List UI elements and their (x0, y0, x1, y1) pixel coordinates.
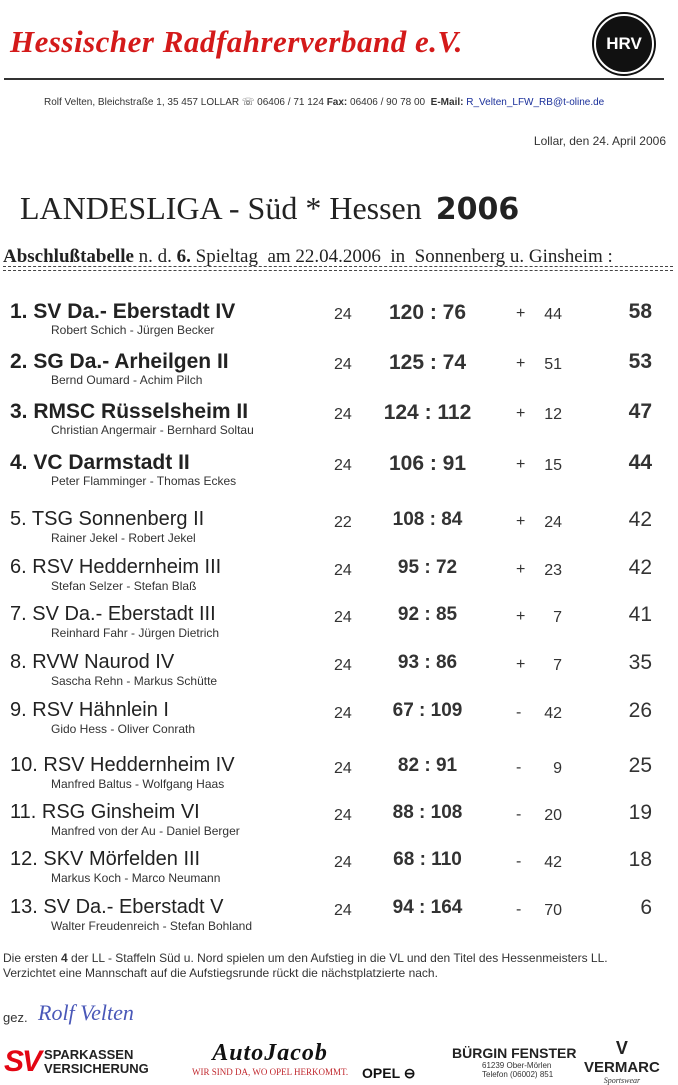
subtitle-label: Abschlußtabelle (3, 246, 134, 267)
team-players: Robert Schich - Jürgen Becker (51, 323, 215, 337)
score: 88 : 108 (392, 802, 463, 823)
rank: 10. (10, 754, 38, 776)
double-rule (3, 266, 673, 271)
games-played: 24 (334, 854, 352, 871)
hrv-logo: HRV (594, 14, 654, 74)
rank: 11. (10, 801, 37, 823)
note-line-1 (3, 951, 608, 965)
score: 106 : 91 (388, 452, 467, 475)
signature-label: gez. (3, 1010, 28, 1025)
note-text: Die ersten (3, 951, 62, 965)
diff-value: 42 (544, 705, 562, 722)
table-row (0, 699, 678, 743)
score: 67 : 109 (392, 700, 463, 721)
note-line-2: Verzichtet eine Mannschaft auf die Aufstiegsrunde rückt die nächstplatzierte nach. (3, 966, 438, 980)
team-name (10, 699, 169, 722)
vermarc-logo (584, 1038, 660, 1085)
address: Rolf Velten, Bleichstraße 1, 35 457 LOLLAR ☏ 06406 / 71 124 (44, 97, 324, 108)
diff-value: 70 (544, 902, 562, 919)
subtitle-matchday: 6. (176, 246, 191, 267)
diff-value: 23 (544, 562, 562, 579)
points: 19 (628, 801, 652, 824)
diff-sign: + (516, 656, 526, 673)
title-year: 2006 (435, 192, 520, 227)
score: 92 : 85 (397, 604, 458, 625)
note-text: der LL - Staffeln Süd u. Nord spielen um den Aufstieg in die VL und den Titel des Hessenmeisters LL. (67, 951, 608, 965)
signature: Rolf Velten (38, 1000, 134, 1025)
diff-value: 12 (544, 406, 562, 423)
autojacob-logo (192, 1040, 348, 1077)
points: 25 (628, 754, 652, 777)
diff-sign: + (516, 561, 526, 578)
fax: 06406 / 90 78 00 (350, 97, 426, 108)
vermarc-emblem-icon: V (615, 1038, 628, 1058)
team-players: Walter Freudenreich - Stefan Bohland (51, 919, 252, 933)
team-name (10, 603, 216, 626)
diff-sign: + (516, 405, 526, 422)
sv-line2: VERSICHERUNG (44, 1061, 149, 1076)
fax-label: Fax: (326, 97, 348, 108)
team: SG Da.- Arheilgen II (33, 350, 229, 373)
team-players: Peter Flamminger - Thomas Eckes (51, 474, 237, 488)
points: 41 (628, 603, 652, 626)
team: RSV Hähnlein I (32, 699, 169, 721)
date-line: Lollar, den 24. April 2006 (533, 134, 666, 148)
team: RSG Ginsheim VI (41, 801, 200, 823)
team: SKV Mörfelden III (43, 848, 201, 870)
diff-value: 20 (544, 807, 562, 824)
rank: 8. (10, 651, 27, 673)
team-players: Rainer Jekel - Robert Jekel (51, 531, 196, 545)
sv-mark: SV (4, 1045, 41, 1078)
diff-sign: - (516, 704, 522, 721)
score: 93 : 86 (397, 652, 458, 673)
buergin-logo (452, 1045, 576, 1079)
buergin-name: BÜRGIN FENSTER (452, 1045, 577, 1061)
rank: 2. (10, 350, 28, 373)
team-name (10, 754, 235, 777)
diff-value: 51 (544, 356, 562, 373)
score: 120 : 76 (388, 301, 467, 324)
team: RSV Heddernheim III (32, 556, 222, 578)
team-players: Manfred von der Au - Daniel Berger (51, 824, 240, 838)
rank: 4. (10, 451, 28, 474)
team: VC Darmstadt II (33, 451, 190, 474)
games-played: 24 (334, 406, 352, 423)
title-main: LANDESLIGA - Süd * Hessen (20, 190, 422, 226)
games-played: 24 (334, 760, 352, 777)
team-name (10, 350, 229, 374)
games-played: 24 (334, 657, 352, 674)
team-name (10, 451, 190, 475)
diff-value: 42 (544, 854, 562, 871)
team-players: Manfred Baltus - Wolfgang Haas (51, 777, 225, 791)
page-title (20, 190, 519, 227)
diff-sign: + (516, 355, 526, 372)
team-players: Christian Angermair - Bernhard Soltau (51, 423, 254, 437)
team-players: Markus Koch - Marco Neumann (51, 871, 221, 885)
sparkassen-logo (4, 1045, 149, 1079)
games-played: 24 (334, 902, 352, 919)
contact-line (44, 97, 604, 108)
score: 95 : 72 (397, 557, 458, 578)
team: SV Da.- Eberstadt IV (33, 300, 236, 323)
games-played: 24 (334, 705, 352, 722)
team-name (10, 508, 204, 531)
buergin-phone: Telefon (06002) 851 (482, 1070, 554, 1079)
games-played: 24 (334, 562, 352, 579)
games-played: 24 (334, 306, 352, 323)
team: TSG Sonnenberg II (31, 508, 205, 530)
organization-name: Hessischer Radfahrerverband e.V. (10, 24, 463, 59)
team-players: Gido Hess - Oliver Conrath (51, 722, 196, 736)
sv-line1: SPARKASSEN (44, 1047, 134, 1062)
score: 124 : 112 (383, 401, 472, 424)
points: 42 (628, 556, 652, 579)
points: 35 (628, 651, 652, 674)
diff-value: 7 (553, 609, 562, 626)
points: 58 (628, 300, 652, 323)
diff-sign: - (516, 853, 522, 870)
games-played: 22 (334, 514, 352, 531)
buergin-address: 61239 Ober-Mörlen (482, 1061, 552, 1070)
table-row (0, 300, 678, 344)
score: 125 : 74 (388, 351, 467, 374)
team: SV Da.- Eberstadt III (32, 603, 216, 625)
table-row (0, 508, 678, 552)
table-row (0, 848, 678, 892)
diff-value: 24 (544, 514, 562, 531)
points: 26 (628, 699, 652, 722)
team-name (10, 556, 221, 579)
table-row (0, 801, 678, 845)
team-players: Stefan Selzer - Stefan Blaß (51, 579, 197, 593)
team-players: Reinhard Fahr - Jürgen Dietrich (51, 626, 220, 640)
team: RSV Heddernheim IV (43, 754, 235, 776)
table-row (0, 400, 678, 444)
subtitle-rest: Spieltag am 22.04.2006 in Sonnenberg u. Ginsheim : (195, 246, 613, 267)
vermarc-name: VERMARC (584, 1059, 660, 1076)
autojacob-name: AutoJacob (212, 1040, 328, 1066)
table-row (0, 556, 678, 600)
points: 53 (628, 350, 652, 373)
vermarc-sub: Sportswear (603, 1076, 641, 1085)
rank: 3. (10, 400, 28, 423)
table-row (0, 350, 678, 394)
diff-sign: + (516, 608, 526, 625)
team-name (10, 400, 248, 424)
points: 42 (628, 508, 652, 531)
email-label: E-Mail: (430, 97, 464, 108)
points: 6 (640, 896, 652, 919)
table-row (0, 451, 678, 495)
email-link[interactable]: R_Velten_LFW_RB@t-oline.de (466, 97, 605, 108)
autojacob-slogan: WIR SIND DA, WO OPEL HERKOMMT. (192, 1067, 349, 1077)
table-row (0, 651, 678, 695)
team-name (10, 848, 200, 871)
score: 82 : 91 (397, 755, 458, 776)
games-played: 24 (334, 807, 352, 824)
rank: 6. (10, 556, 27, 578)
team-name (10, 801, 200, 824)
opel-logo: OPEL ⊖ (362, 1065, 416, 1081)
team: RVW Naurod IV (32, 651, 175, 673)
rank: 5. (10, 508, 27, 530)
team: RMSC Rüsselsheim II (33, 400, 249, 423)
diff-value: 44 (544, 306, 562, 323)
points: 44 (628, 451, 652, 474)
diff-value: 9 (553, 760, 562, 777)
diff-sign: - (516, 759, 522, 776)
diff-sign: + (516, 456, 526, 473)
diff-value: 15 (544, 457, 562, 474)
rank: 13. (10, 896, 38, 918)
diff-sign: - (516, 806, 522, 823)
rank: 1. (10, 300, 28, 323)
diff-value: 7 (553, 657, 562, 674)
note-count: 4 (61, 951, 68, 965)
diff-sign: + (516, 513, 526, 530)
rank: 9. (10, 699, 27, 721)
team-players: Sascha Rehn - Markus Schütte (51, 674, 218, 688)
points: 18 (628, 848, 652, 871)
points: 47 (628, 400, 652, 423)
table-row (0, 603, 678, 647)
team-name (10, 651, 174, 674)
games-played: 24 (334, 609, 352, 626)
diff-sign: + (516, 305, 526, 322)
team: SV Da.- Eberstadt V (43, 896, 224, 918)
team-name (10, 300, 235, 324)
games-played: 24 (334, 356, 352, 373)
score: 94 : 164 (392, 897, 463, 918)
rank: 12. (10, 848, 38, 870)
table-subtitle (3, 246, 613, 268)
header-divider (4, 78, 664, 80)
team-name (10, 896, 223, 919)
table-row (0, 896, 678, 940)
score: 68 : 110 (393, 849, 462, 870)
rank: 7. (10, 603, 27, 625)
diff-sign: - (516, 901, 522, 918)
table-row (0, 754, 678, 798)
games-played: 24 (334, 457, 352, 474)
team-players: Bernd Oumard - Achim Pilch (51, 373, 203, 387)
subtitle-nd: n. d. (138, 246, 172, 267)
score: 108 : 84 (392, 509, 463, 530)
